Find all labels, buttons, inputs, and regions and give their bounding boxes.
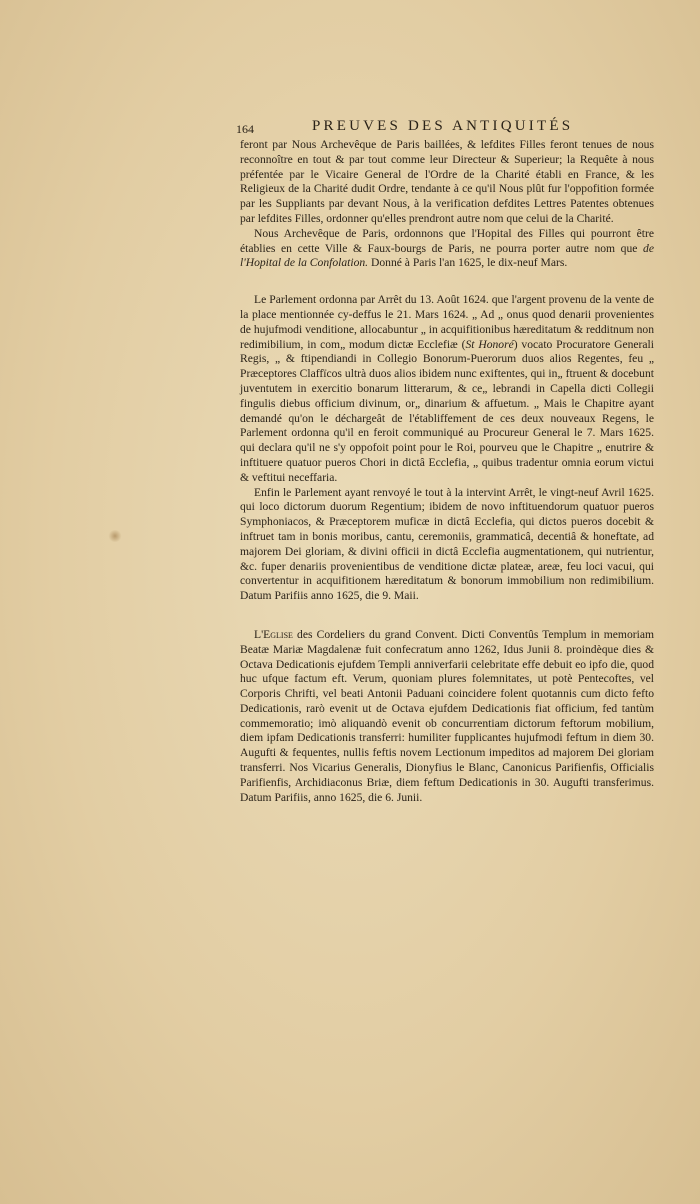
page-number: 164 (236, 122, 254, 136)
italic-phrase: St Honoré (465, 337, 514, 351)
paragraph-charite: feront par Nous Archevêque de Paris baillées, & lefdites Filles feront tenues de nous reconnoître en tout & par tout comme leur Directeur & Superieur; la Requête à nous préfentée par le Vicaire General de l'Ordre de la Charité établi en France, & les Religieux de la Charité dudit Ordre, tendante à ce qu'il Nous plût fur l'oppofition formée par les Suppliants par devant Nous, à la verification defdites Lettres Patentes obtenues par lefdites Filles, ordonner qu'elles prendront autre nom que celui de la Charité. (240, 138, 654, 225)
paragraph-ordonnance (240, 227, 654, 271)
paragraph-parlement (240, 293, 654, 485)
paragraph-text: Nous Archevêque de Paris, ordonnons que l'Hopital des Filles qui pourront être établies en cette Ville & Faux-bourgs de Paris, ne pourra porter autre nom que (240, 226, 654, 255)
paragraph-cordeliers (240, 628, 654, 806)
lead-word: L'Eglise (254, 627, 293, 641)
paper-stain (108, 530, 122, 542)
paragraph-arret: Enfin le Parlement ayant renvoyé le tout à la intervint Arrêt, le vingt-neuf Avril 1625. qui loco dictorum duorum Regentium; ibidem de novo inftituendorum quatuor pueros Symphoniacos, & Præceptorem muficæ in dictâ Ecclefia, qui dictos pueros docebit & inftruet tam in bonis moribus, cantu, ceremoniis, grammaticâ, decentiâ & honeftate, ad majorem Dei gloriam, & divini officii in dictâ Ecclefia augmentationem, qui nutrientur, &c. fuper denariis provenientibus de venditione dictæ plateæ, areæ, feu loci vacui, qui convertentur in acquifitionem hæreditatum & bonorum immobilium non redimibilium. Datum Parifiis anno 1625, die 9. Maii. (240, 485, 654, 603)
paragraph-text: ) vocato Procuratore Generali Regis, „ & ftipendiandi in Collegio Bonorum-Puerorum duos alios Regentes, feu „ Præceptores Claffïcos ultrà duos alios ibidem nunc exiftentes, qui in„ ftruent & docebunt juventutem in exercitio bonarum litterarum, & ce„ lebrandi in Capella dicti Collegii fingulis diebus officium divinum, or„ dinarium & affuetum. „ Mais le Chapitre ayant demandé qu'on le déchargeât de l'établiffement de ces deux nouveaux Regens, le Parlement ordonna qu'il en feroit communiqué au Procureur General le 7. Mars 1625. qui declara qu'il ne s'y oppofoit point pour le Roi, pourveu que le Chapitre „ enutrire & inftituere quatuor pueros Chori in dictâ Ecclefia, „ quibus tradentur omnia eorum victui & veftitui neceffaria. (240, 337, 654, 484)
page-header (236, 118, 664, 140)
paragraph-text: des Cordeliers du grand Convent. Dicti Conventûs Templum in memoriam Beatæ Mariæ Magdalenæ fuit confecratum anno 1262, Idus Junii 8. proindèque dies & Octava Dedicationis ejufdem Templi anniverfarii celebritate effe debuit eo ipfo die, quod huc ufque factum eft. Verum, quoniam plures folemnitates, ut potè Pentecoftes, vel Corporis Chrifti, vel beati Antonii Paduani coincidere folent quotannis cum dicto fefto Dedicationis, rarò evenit ut de Octava ejufdem Dedicationis fiat officium, fed tantùm commemoratio; imò aliquandò evenit ob concurrentiam dictorum feftorum mobilium, diem ipfam Dedicationis transferri: humiliter fupplicantes hujufmodi feftum in diem 30. Augufti & fequentes, nullis feftis novem Lectionum impeditos ad majorem Dei gloriam transferri. Nos Vicarius Generalis, Dionyfius le Blanc, Canonicus Parifienfis, Officialis Parifienfis, Archidiaconus Briæ, diem feftum Dedicationis in 30. Augufti transferimus. Datum Parifiis, anno 1625, die 6. Junii. (240, 627, 654, 804)
body-text (240, 138, 654, 805)
running-title: PREUVES DES ANTIQUITÉS (312, 118, 574, 134)
paragraph-text: Donné à Paris l'an 1625, le dix-neuf Mars. (371, 256, 568, 270)
italic-phrase: de l'Hopital de la Confolation. (240, 241, 654, 270)
paragraph-text: Le Parlement ordonna par Arrêt du 13. Août 1624. que l'argent provenu de la vente de la place mentionnée cy-deffus le 21. Mars 1624. „ Ad „ onus quod denarii provenientes de hujufmodi venditione, allocabuntur „ in acquifitionibus hæreditatum & redditnum non redimibilium, in com„ modum dictæ Ecclefiæ ( (240, 293, 654, 351)
